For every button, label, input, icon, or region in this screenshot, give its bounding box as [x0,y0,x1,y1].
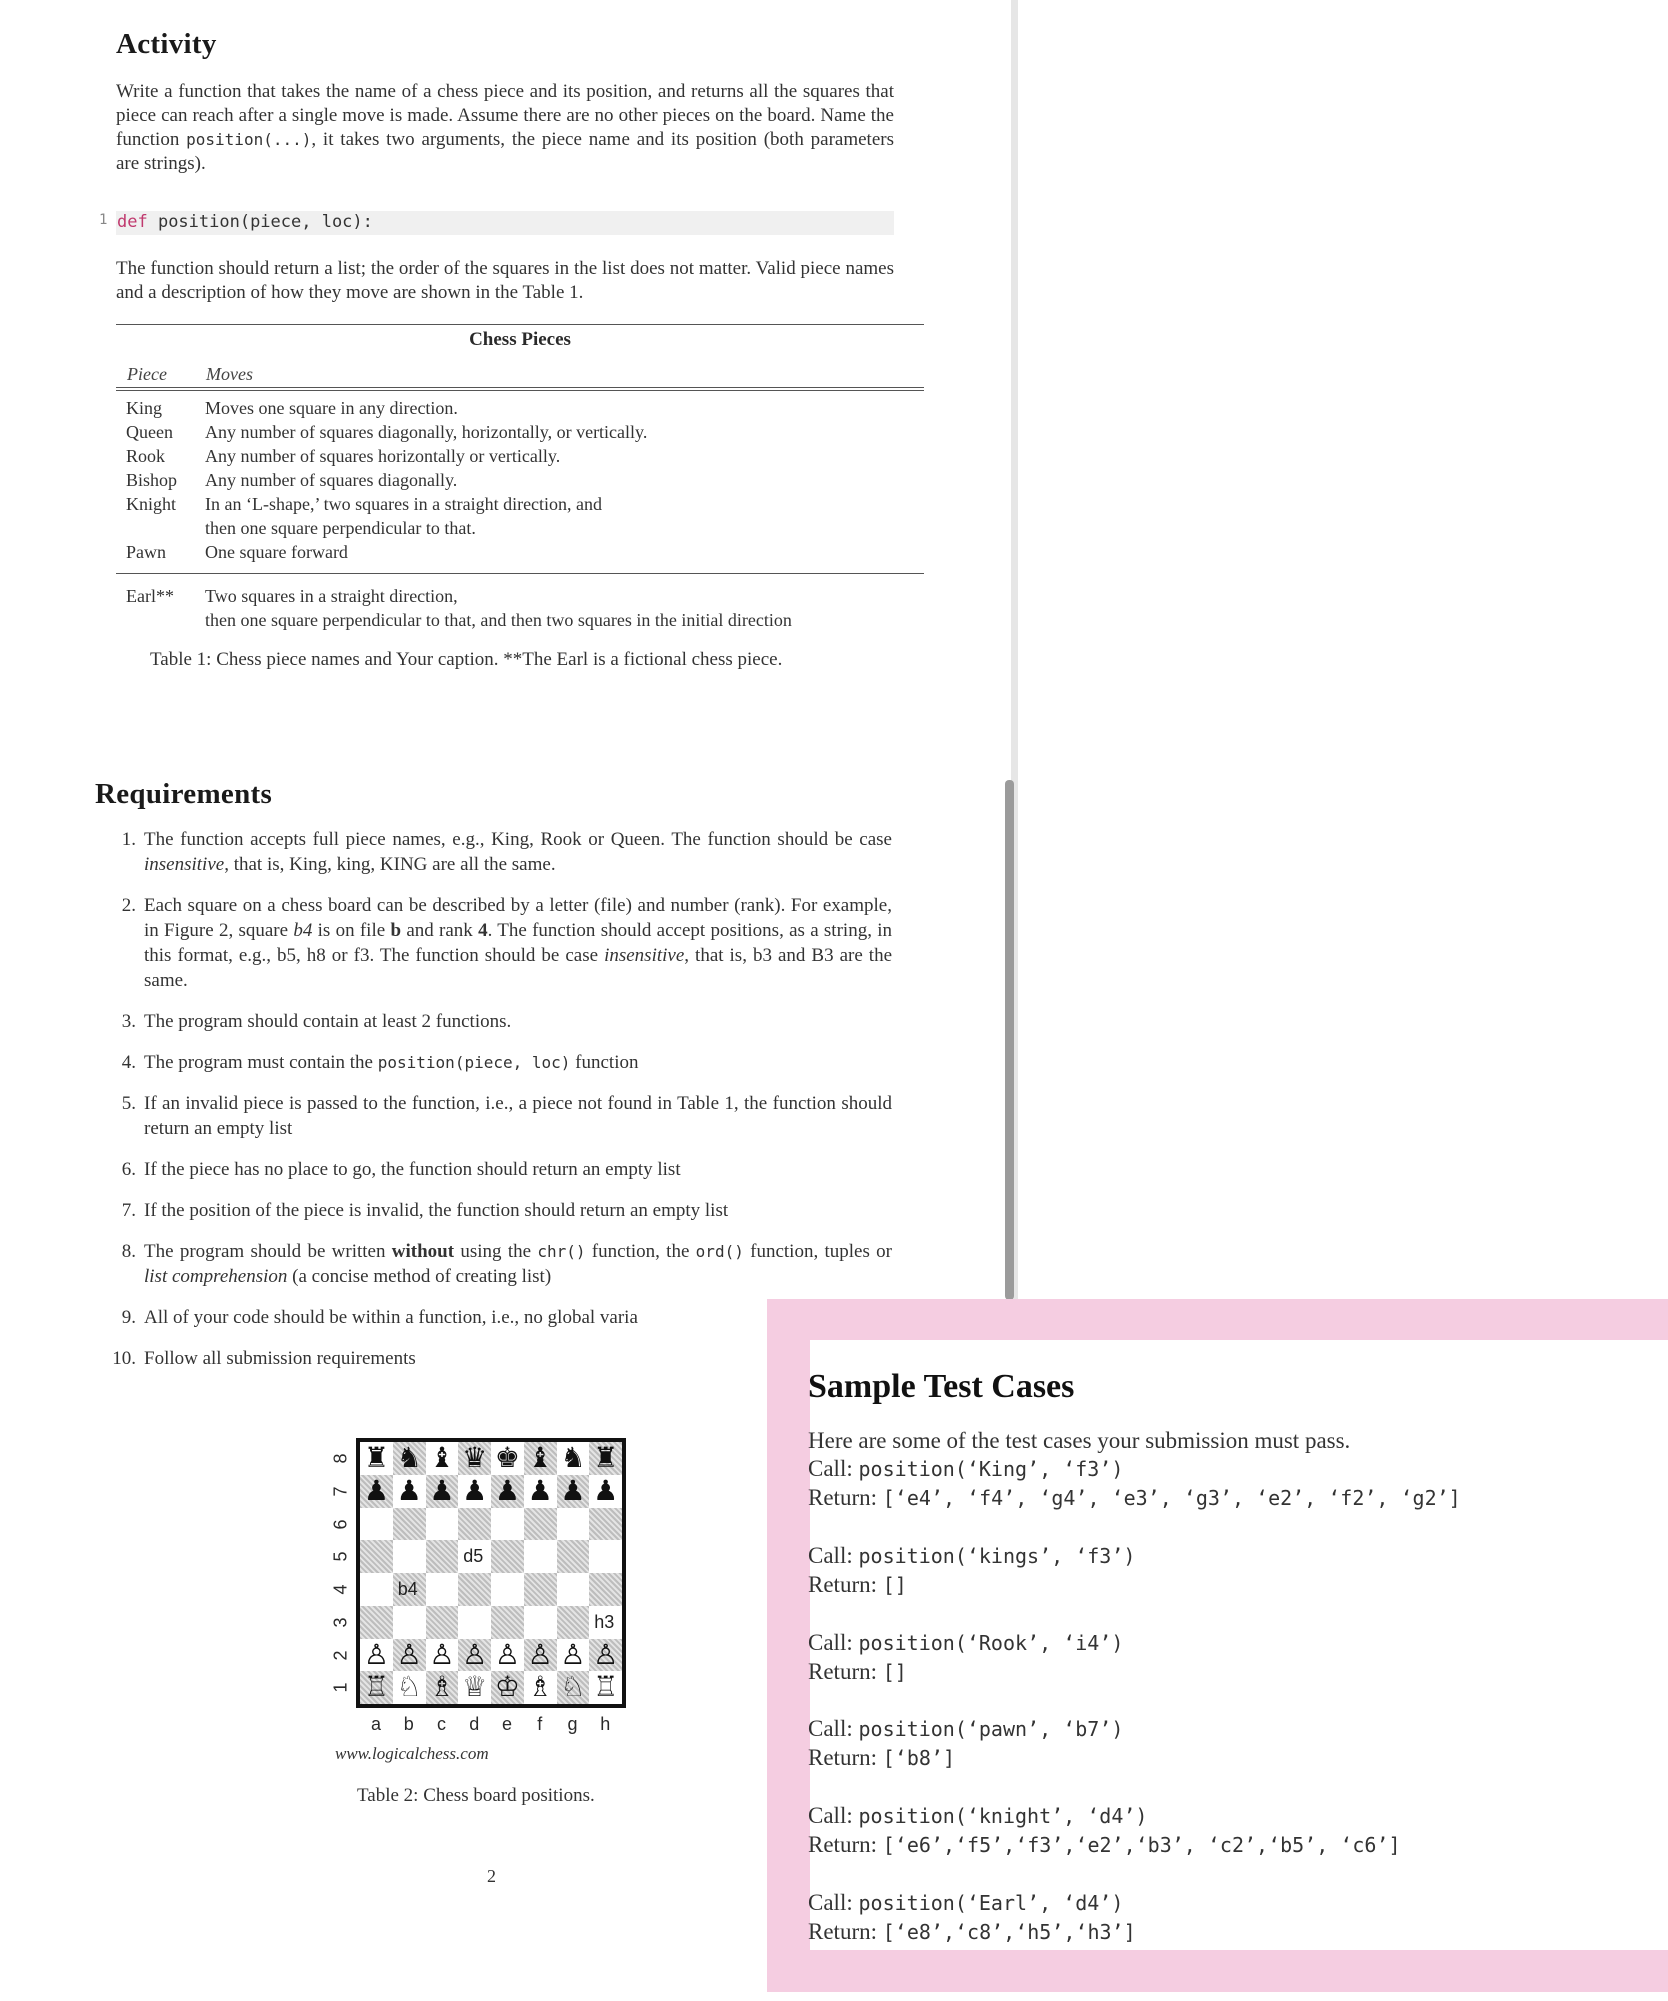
return-code: [‘e4’, ‘f4’, ‘g4’, ‘e3’, ‘g3’, ‘e2’, ‘f2’, ‘g2’] [882,1486,1461,1510]
item-bold: b [390,920,402,941]
board-square [524,1606,557,1639]
item-bold: 4 [478,920,488,941]
chess-piece-icon: ♟ [593,1473,619,1507]
moves-cell-earl-continued: then one square perpendicular to that, and then two squares in the initial direction [205,610,792,630]
rank-label: 2 [330,1650,351,1661]
call-label: Call: [808,1716,859,1741]
board-square [557,1508,590,1541]
call-code: position(‘pawn’, ‘b7’) [858,1717,1124,1741]
item-bold: without [391,1241,455,1262]
call-label: Call: [808,1890,859,1915]
test-case-call [808,1630,1123,1656]
board-square [393,1606,426,1639]
intro-text-1: Write a function that takes the name of a chess piece and its position, and returns all the squares that piece can reach after a single move is made. Assume there are no other pieces on the board. Name the function [116,81,894,150]
return-label: Return: [808,1572,883,1597]
call-code: position(‘knight’, ‘d4’) [858,1804,1148,1828]
board-square [524,1573,557,1606]
moves-cell-earl: Two squares in a straight direction, [205,586,458,606]
list-item [86,1198,892,1223]
test-case-call [808,1456,1123,1482]
moves-cell: Moves one square in any direction. [205,398,458,418]
item-emphasis: list comprehension [144,1266,288,1287]
chess-piece-icon: ♛ [462,1441,488,1474]
panel-frame-left [767,1299,810,1992]
board-square [458,1573,491,1606]
chess-piece-icon: ♕ [462,1670,488,1704]
piece-cell: Queen [126,422,173,442]
item-text: . The function should accept positions, as a string, in this format, e.g., b5, h8 or f3. The function should be case [144,920,893,966]
board-square [393,1508,426,1541]
moves-cell: Any number of squares horizontally or vertically. [205,446,561,466]
board-square [589,1508,622,1541]
moves-cell: In an ‘L-shape,’ two squares in a straight direction, and [205,494,603,514]
chess-piece-icon: ♟ [462,1473,488,1507]
item-inline-code: position(piece, loc) [377,1053,571,1072]
chess-piece-icon: ♙ [494,1637,520,1671]
item-text: Follow all submission requirements [144,1348,416,1369]
call-label: Call: [808,1803,859,1828]
chess-piece-icon: ♟ [363,1473,389,1507]
item-text: is on file [312,920,391,941]
item-text: The program should be written [144,1241,392,1262]
call-label: Call: [808,1456,859,1481]
board-square [360,1573,393,1606]
board-square [589,1573,622,1606]
board-square [491,1573,524,1606]
return-label: Return: [808,1659,883,1684]
square-label: d5 [463,1546,484,1567]
board-square [557,1606,590,1639]
chess-piece-icon: ♟ [560,1473,586,1507]
board-square [360,1508,393,1541]
board-square [557,1540,590,1573]
table-title: Chess Pieces [469,329,571,350]
list-number: 8. [121,1241,136,1262]
rank-label: 6 [330,1519,351,1530]
return-label: Return: [808,1745,883,1770]
file-label: d [469,1714,480,1734]
chess-piece-icon: ♜ [363,1441,389,1474]
table-header-rule-1 [116,387,924,388]
code-keyword: def [117,212,148,232]
square-label: b4 [397,1579,418,1599]
call-code: position(‘King’, ‘f3’) [858,1457,1124,1481]
piece-cell: Rook [126,446,166,466]
chess-piece-icon: ♙ [527,1637,553,1671]
chess-piece-icon: ♙ [429,1637,455,1671]
moves-cell: Any number of squares diagonally, horizontally, or vertically. [205,422,648,442]
board-square [426,1540,459,1573]
test-case-call [808,1890,1123,1916]
file-label: g [567,1714,578,1734]
file-label: h [600,1714,611,1734]
piece-cell-earl: Earl** [126,586,174,606]
item-emphasis: b4 [293,920,313,941]
item-text: If the position of the piece is invalid, the function should return an empty list [144,1200,729,1221]
list-number: 10. [112,1348,136,1369]
board-credit: www.logicalchess.com [335,1744,489,1763]
board-square [557,1573,590,1606]
board-square [393,1540,426,1573]
return-code: [‘b8’] [882,1746,955,1770]
table-top-rule [116,324,924,325]
call-code: position(‘kings’, ‘f3’) [858,1544,1136,1568]
item-text: If an invalid piece is passed to the function, i.e., a piece not found in Table 1, the function should return an empty list [144,1093,892,1139]
list-number: 3. [121,1011,136,1032]
test-case-call [808,1543,1135,1569]
chess-piece-icon: ♝ [429,1441,455,1474]
code-line-number: 1 [99,212,108,228]
item-text: , that is, b3 and B3 are the same. [144,945,892,991]
return-code: [] [882,1573,907,1597]
test-cases-heading: Sample Test Cases [808,1368,1075,1405]
scrollbar-thumb[interactable] [1005,780,1014,1300]
requirements-heading: Requirements [95,778,273,810]
board-square [360,1606,393,1639]
test-case-return [808,1832,1401,1858]
item-inline-code: ord() [695,1242,744,1261]
item-text: If the piece has no place to go, the function should return an empty list [144,1159,681,1180]
item-text: The program must contain the [144,1052,378,1073]
activity-heading: Activity [116,28,217,60]
test-case-return [808,1572,907,1598]
chess-piece-icon: ♘ [396,1670,422,1704]
item-text: All of your code should be within a function, i.e., no global varia [144,1307,638,1328]
board-square [491,1540,524,1573]
moves-cell: Any number of squares diagonally. [205,470,458,490]
chess-piece-icon: ♟ [429,1473,455,1507]
list-item [86,1157,892,1182]
call-label: Call: [808,1543,859,1568]
page-number: 2 [487,1866,496,1886]
board-square [524,1540,557,1573]
item-text: , that is, King, king, KING are all the same. [224,854,556,875]
table2-caption: Table 2: Chess board positions. [357,1785,595,1806]
return-code: [‘e8’,‘c8’,‘h5’,‘h3’] [882,1920,1136,1944]
chess-piece-icon: ♘ [560,1670,586,1704]
item-emphasis: insensitive [144,854,225,875]
piece-cell: King [126,398,162,418]
list-number: 5. [121,1093,136,1114]
item-text: function [570,1052,639,1073]
list-number: 6. [121,1159,136,1180]
chess-piece-icon: ♙ [593,1637,619,1671]
chess-board [356,1438,626,1708]
file-label: e [501,1714,512,1734]
file-label: c [437,1714,446,1734]
board-square [491,1606,524,1639]
rank-label: 8 [330,1453,351,1464]
chess-piece-icon: ♗ [527,1670,553,1704]
chess-piece-icon: ♖ [363,1670,389,1704]
item-text: Each square on a chess board can be described by a letter (file) and number (rank). For example, in Figure 2, square [144,895,892,941]
rank-label: 1 [330,1682,351,1693]
chess-piece-icon: ♞ [560,1441,586,1474]
file-label: f [537,1714,543,1734]
test-case-return [808,1485,1461,1511]
item-text: (a concise method of creating list) [287,1266,552,1287]
chess-piece-icon: ♗ [429,1670,455,1704]
item-text: The program should contain at least 2 functions. [144,1011,512,1032]
board-square [426,1606,459,1639]
return-code: [‘e6’,‘f5’,‘f3’,‘e2’,‘b3’, ‘c2’,‘b5’, ‘c6’] [882,1833,1401,1857]
chess-piece-icon: ♖ [593,1670,619,1704]
board-square [360,1540,393,1573]
piece-cell: Bishop [126,470,178,490]
board-square [589,1540,622,1573]
list-number: 2. [121,895,136,916]
test-case-return [808,1659,907,1685]
chess-piece-icon: ♙ [396,1637,422,1671]
activity-intro [116,80,894,176]
test-cases-intro: Here are some of the test cases your submission must pass. [808,1428,1351,1453]
call-code: position(‘Rook’, ‘i4’) [858,1631,1124,1655]
return-code: [] [882,1660,907,1684]
rank-label: 3 [330,1617,351,1628]
call-code: position(‘Earl’, ‘d4’) [858,1891,1124,1915]
board-square [458,1508,491,1541]
chess-piece-icon: ♜ [593,1441,619,1474]
return-label: Return: [808,1832,883,1857]
chess-piece-icon: ♙ [560,1637,586,1671]
test-case-return [808,1745,955,1771]
call-label: Call: [808,1630,859,1655]
code-line [117,212,373,232]
file-label: a [370,1714,381,1734]
table-header-rule-2 [116,390,924,391]
panel-frame-top [767,1299,1668,1340]
list-item [86,1009,892,1034]
intro-text-2: , it takes two arguments, the piece name and its position (both parameters are strings). [116,129,894,174]
list-number: 9. [121,1307,136,1328]
list-number: 4. [121,1052,136,1073]
return-label: Return: [808,1919,883,1944]
item-text: The function accepts full piece names, e.g., King, Rook or Queen. The function should be case [144,829,892,850]
chess-piece-icon: ♟ [494,1473,520,1507]
rank-label: 5 [330,1551,351,1562]
chess-piece-icon: ♟ [527,1473,553,1507]
list-number: 1. [121,829,136,850]
item-text: function, the [585,1241,696,1262]
file-label: b [403,1714,414,1734]
piece-cell: Pawn [126,542,166,562]
test-case-call [808,1803,1147,1829]
board-square [458,1606,491,1639]
col-header-moves: Moves [206,364,253,384]
chess-piece-icon: ♔ [494,1670,520,1704]
chess-piece-icon: ♙ [363,1637,389,1671]
table-mid-rule [116,573,924,574]
list-item [86,893,892,993]
list-item [86,1050,892,1075]
item-text: using the [454,1241,538,1262]
board-square [426,1573,459,1606]
test-case-call [808,1716,1123,1742]
chess-piece-icon: ♞ [396,1441,422,1474]
code-signature: position(piece, loc): [147,212,373,232]
return-label: Return: [808,1485,883,1510]
test-case-return [808,1919,1136,1945]
board-square [524,1508,557,1541]
square-label: h3 [594,1611,615,1632]
item-text: function, tuples or [743,1241,892,1262]
list-item [86,1239,892,1289]
return-note: The function should return a list; the order of the squares in the list does not matter. Valid piece names and a description of how they move are shown in the Table 1. [116,258,894,303]
rank-label: 7 [330,1486,351,1497]
chess-piece-icon: ♝ [527,1441,553,1474]
list-number: 7. [121,1200,136,1221]
item-inline-code: chr() [537,1242,586,1261]
col-header-piece: Piece [127,364,167,384]
list-item [86,1091,892,1141]
board-square [426,1508,459,1541]
rank-label: 4 [330,1584,351,1595]
chess-piece-icon: ♟ [396,1473,422,1507]
moves-cell: One square forward [205,542,348,562]
list-item [86,827,892,877]
moves-cell-continued: then one square perpendicular to that. [205,518,476,538]
panel-frame-bottom [767,1950,1668,1992]
chess-piece-icon: ♚ [494,1441,520,1474]
chess-piece-icon: ♙ [462,1637,488,1671]
intro-inline-code: position(...) [186,130,312,149]
table1-caption: Table 1: Chess piece names and Your caption. **The Earl is a fictional chess piece. [150,649,783,670]
piece-cell: Knight [126,494,177,514]
item-emphasis: insensitive [604,945,685,966]
board-square [491,1508,524,1541]
item-text: and rank [401,920,479,941]
